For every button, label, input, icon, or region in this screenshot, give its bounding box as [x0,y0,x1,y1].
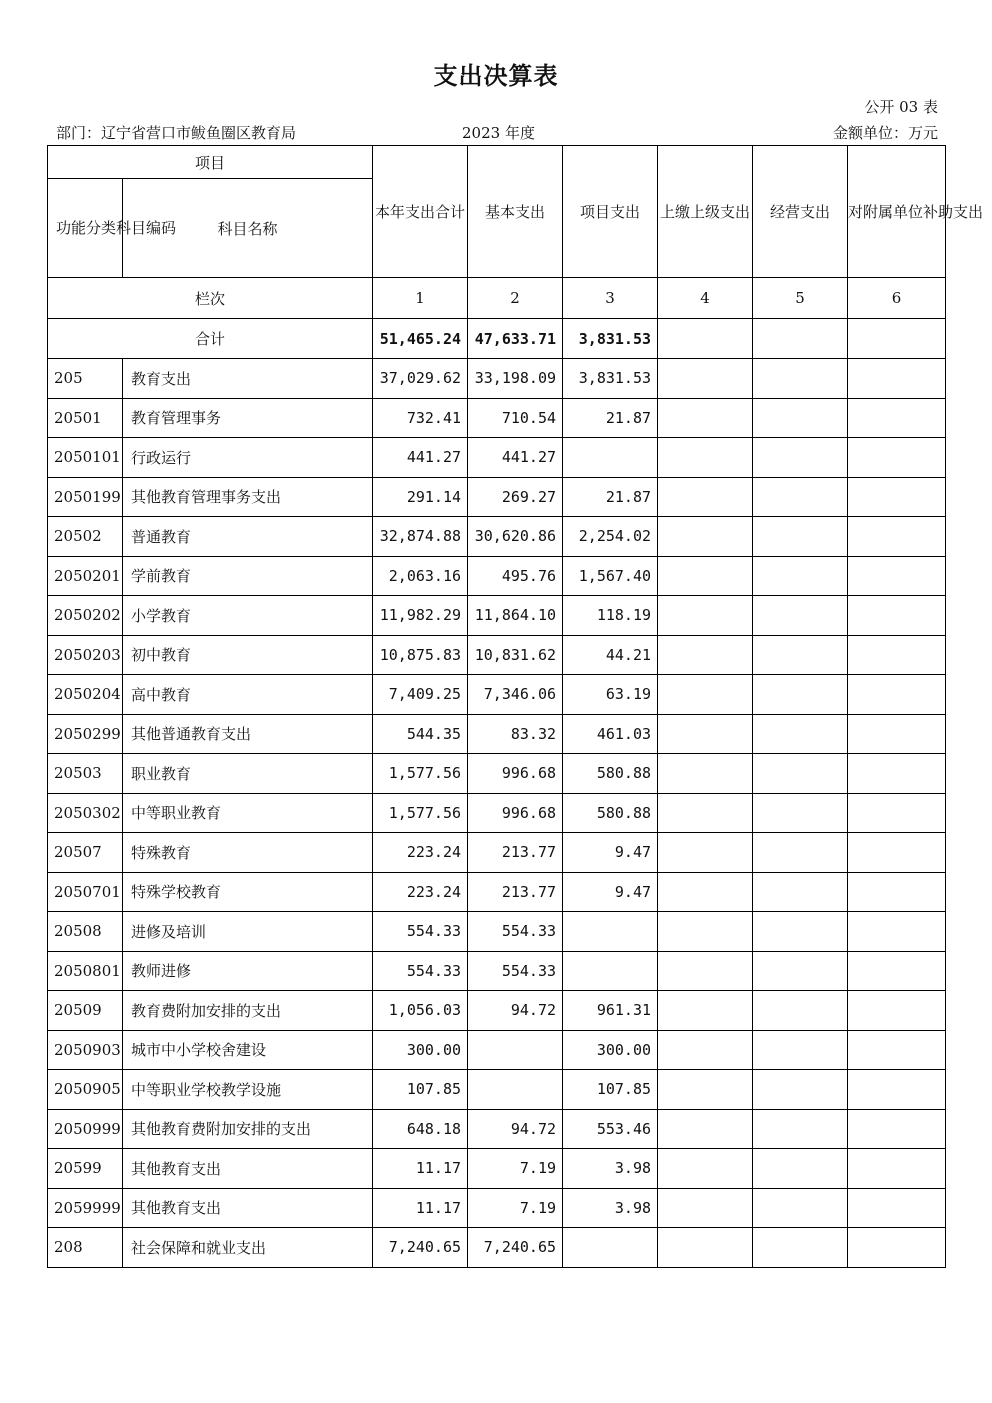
row-basic: 10,831.62 [468,635,563,675]
row-code: 2050905 [48,1070,123,1110]
row-business [753,1030,848,1070]
header-project: 项目支出 [563,146,658,278]
row-total: 32,874.88 [373,517,468,557]
row-subsidy [848,912,946,952]
row-business [753,912,848,952]
row-upper [658,556,753,596]
row-subsidy [848,1228,946,1268]
row-project [563,1228,658,1268]
row-total: 2,063.16 [373,556,468,596]
department-label: 部门：辽宁省营口市鲅鱼圈区教育局 [56,124,297,142]
column-number-3: 3 [563,278,658,319]
row-project [563,951,658,991]
row-name: 其他普通教育支出 [123,714,373,754]
row-project: 961.31 [563,991,658,1031]
row-name: 社会保障和就业支出 [123,1228,373,1268]
row-project: 300.00 [563,1030,658,1070]
row-basic: 11,864.10 [468,596,563,636]
row-name: 初中教育 [123,635,373,675]
row-subsidy [848,635,946,675]
row-subsidy [848,872,946,912]
amount-unit: 金额单位：万元 [832,124,938,142]
row-basic: 269.27 [468,477,563,517]
row-subsidy [848,438,946,478]
row-business [753,635,848,675]
row-project: 9.47 [563,872,658,912]
table-row [48,359,946,399]
row-project: 3.98 [563,1149,658,1189]
total-basic: 47,633.71 [468,319,563,359]
row-business [753,793,848,833]
row-project: 21.87 [563,398,658,438]
row-upper [658,1149,753,1189]
row-name: 普通教育 [123,517,373,557]
row-basic: 213.77 [468,833,563,873]
row-business [753,833,848,873]
row-project: 63.19 [563,675,658,715]
row-total: 10,875.83 [373,635,468,675]
row-basic: 94.72 [468,1109,563,1149]
row-project: 118.19 [563,596,658,636]
row-name: 高中教育 [123,675,373,715]
row-code: 2050199 [48,477,123,517]
row-business [753,1228,848,1268]
row-total: 1,056.03 [373,991,468,1031]
row-total: 648.18 [373,1109,468,1149]
row-project [563,912,658,952]
row-total: 7,409.25 [373,675,468,715]
row-basic: 94.72 [468,991,563,1031]
row-basic: 7,346.06 [468,675,563,715]
row-upper [658,951,753,991]
row-upper [658,714,753,754]
row-project: 2,254.02 [563,517,658,557]
row-code: 2050903 [48,1030,123,1070]
total-amount: 51,465.24 [373,319,468,359]
row-basic: 30,620.86 [468,517,563,557]
row-project: 1,567.40 [563,556,658,596]
row-business [753,1070,848,1110]
row-total: 11.17 [373,1149,468,1189]
row-business [753,398,848,438]
total-business [753,319,848,359]
row-subsidy [848,477,946,517]
row-code: 2050201 [48,556,123,596]
row-basic: 996.68 [468,754,563,794]
row-business [753,714,848,754]
row-basic: 83.32 [468,714,563,754]
row-code: 2050299 [48,714,123,754]
row-upper [658,1030,753,1070]
row-upper [658,872,753,912]
row-basic: 33,198.09 [468,359,563,399]
row-name: 学前教育 [123,556,373,596]
row-upper [658,793,753,833]
row-business [753,951,848,991]
row-name: 教育管理事务 [123,398,373,438]
row-business [753,517,848,557]
meta-row [56,122,938,142]
row-code: 2050101 [48,438,123,478]
header-upper: 上缴上级支出 [658,146,753,278]
table-row [48,517,946,557]
table-row [48,477,946,517]
table-row [48,1228,946,1268]
row-total: 441.27 [373,438,468,478]
row-upper [658,635,753,675]
column-number-2: 2 [468,278,563,319]
row-code: 20599 [48,1149,123,1189]
table-row [48,398,946,438]
row-subsidy [848,359,946,399]
row-upper [658,596,753,636]
table-row [48,1149,946,1189]
row-business [753,556,848,596]
row-subsidy [848,1109,946,1149]
table-row [48,1070,946,1110]
row-basic: 710.54 [468,398,563,438]
total-project: 3,831.53 [563,319,658,359]
row-name: 中等职业教育 [123,793,373,833]
row-code: 2050202 [48,596,123,636]
row-subsidy [848,596,946,636]
row-name: 教育支出 [123,359,373,399]
table-row [48,1109,946,1149]
table-row [48,912,946,952]
row-upper [658,1109,753,1149]
table-row [48,754,946,794]
row-subsidy [848,1070,946,1110]
row-project: 9.47 [563,833,658,873]
table-row [48,951,946,991]
row-total: 7,240.65 [373,1228,468,1268]
row-name: 其他教育管理事务支出 [123,477,373,517]
row-business [753,1149,848,1189]
row-code: 2059999 [48,1188,123,1228]
row-project: 21.87 [563,477,658,517]
total-upper [658,319,753,359]
row-upper [658,754,753,794]
row-code: 20503 [48,754,123,794]
row-subsidy [848,517,946,557]
row-code: 20509 [48,991,123,1031]
row-name: 城市中小学校舍建设 [123,1030,373,1070]
row-basic: 554.33 [468,951,563,991]
table-row [48,793,946,833]
total-subsidy [848,319,946,359]
table-row [48,1188,946,1228]
row-upper [658,991,753,1031]
row-business [753,754,848,794]
row-code: 2050701 [48,872,123,912]
row-basic: 441.27 [468,438,563,478]
table-row [48,675,946,715]
row-subsidy [848,556,946,596]
row-upper [658,833,753,873]
row-subsidy [848,398,946,438]
row-upper [658,398,753,438]
row-code: 2050999 [48,1109,123,1149]
row-total: 37,029.62 [373,359,468,399]
row-basic: 554.33 [468,912,563,952]
fiscal-year: 2023 年度 [462,124,535,142]
column-number-6: 6 [848,278,946,319]
row-name: 小学教育 [123,596,373,636]
row-code: 208 [48,1228,123,1268]
row-subsidy [848,714,946,754]
row-business [753,675,848,715]
row-project: 461.03 [563,714,658,754]
row-business [753,477,848,517]
header-subsidy: 对附属单位补助支出 [848,146,946,278]
row-total: 107.85 [373,1070,468,1110]
row-business [753,1109,848,1149]
row-business [753,438,848,478]
row-total: 291.14 [373,477,468,517]
table-row [48,991,946,1031]
row-project: 580.88 [563,793,658,833]
row-total: 223.24 [373,833,468,873]
header-name: 科目名称 [123,179,373,278]
row-code: 20502 [48,517,123,557]
row-basic [468,1030,563,1070]
row-name: 教师进修 [123,951,373,991]
row-project: 580.88 [563,754,658,794]
row-business [753,1188,848,1228]
row-project [563,438,658,478]
row-subsidy [848,951,946,991]
row-basic: 7.19 [468,1188,563,1228]
row-basic: 213.77 [468,872,563,912]
row-upper [658,675,753,715]
total-label: 合计 [48,319,373,359]
row-basic: 495.76 [468,556,563,596]
column-number-5: 5 [753,278,848,319]
row-project: 553.46 [563,1109,658,1149]
row-code: 20508 [48,912,123,952]
row-upper [658,477,753,517]
header-basic: 基本支出 [468,146,563,278]
row-subsidy [848,1030,946,1070]
row-upper [658,1228,753,1268]
table-row [48,872,946,912]
row-total: 300.00 [373,1030,468,1070]
row-name: 其他教育支出 [123,1149,373,1189]
row-subsidy [848,754,946,794]
row-total: 11.17 [373,1188,468,1228]
table-row [48,714,946,754]
row-code: 2050203 [48,635,123,675]
row-total: 1,577.56 [373,793,468,833]
row-basic: 7,240.65 [468,1228,563,1268]
table-row [48,438,946,478]
row-total: 11,982.29 [373,596,468,636]
column-number-4: 4 [658,278,753,319]
row-upper [658,517,753,557]
row-subsidy [848,833,946,873]
row-upper [658,1188,753,1228]
row-name: 其他教育支出 [123,1188,373,1228]
table-row [48,596,946,636]
row-code: 20507 [48,833,123,873]
row-upper [658,1070,753,1110]
row-code: 2050801 [48,951,123,991]
column-label: 栏次 [48,278,373,319]
row-name: 特殊教育 [123,833,373,873]
row-upper [658,912,753,952]
row-subsidy [848,1149,946,1189]
row-code: 205 [48,359,123,399]
row-total: 1,577.56 [373,754,468,794]
row-subsidy [848,675,946,715]
row-total: 544.35 [373,714,468,754]
row-name: 教育费附加安排的支出 [123,991,373,1031]
row-business [753,991,848,1031]
row-business [753,872,848,912]
column-number-1: 1 [373,278,468,319]
row-name: 职业教育 [123,754,373,794]
row-project: 107.85 [563,1070,658,1110]
table-row [48,833,946,873]
row-project: 44.21 [563,635,658,675]
page-title: 支出决算表 [433,62,559,90]
row-upper [658,359,753,399]
row-basic: 7.19 [468,1149,563,1189]
header-business: 经营支出 [753,146,848,278]
row-basic: 996.68 [468,793,563,833]
header-code: 功能分类科目编码 [48,179,123,278]
row-code: 2050302 [48,793,123,833]
row-name: 特殊学校教育 [123,872,373,912]
row-project: 3,831.53 [563,359,658,399]
row-code: 2050204 [48,675,123,715]
row-business [753,596,848,636]
row-name: 中等职业学校教学设施 [123,1070,373,1110]
table-row [48,556,946,596]
form-number: 公开 03 表 [864,98,938,116]
row-total: 554.33 [373,951,468,991]
header-item: 项目 [48,146,373,179]
row-code: 20501 [48,398,123,438]
table-row [48,1030,946,1070]
row-business [753,359,848,399]
row-total: 223.24 [373,872,468,912]
row-total: 732.41 [373,398,468,438]
header-total: 本年支出合计 [373,146,468,278]
row-name: 行政运行 [123,438,373,478]
row-subsidy [848,991,946,1031]
table-row [48,635,946,675]
row-basic [468,1070,563,1110]
row-total: 554.33 [373,912,468,952]
row-name: 其他教育费附加安排的支出 [123,1109,373,1149]
row-project: 3.98 [563,1188,658,1228]
row-subsidy [848,1188,946,1228]
expenditure-table [47,145,984,1268]
total-row [48,319,946,359]
row-subsidy [848,793,946,833]
row-name: 进修及培训 [123,912,373,952]
row-upper [658,438,753,478]
